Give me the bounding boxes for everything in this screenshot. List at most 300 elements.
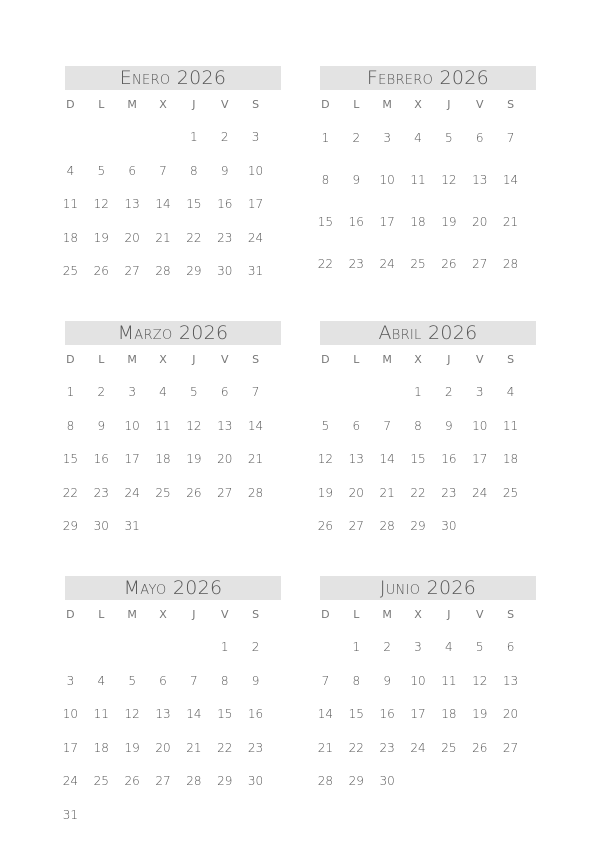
day-cell: 25 <box>93 774 109 789</box>
day-cell: 22 <box>62 485 79 500</box>
weekday-label: L <box>353 608 360 621</box>
day-cell: 16 <box>348 215 364 229</box>
day-cell: 15 <box>217 707 233 722</box>
weekday-label: D <box>66 98 75 111</box>
week-row <box>65 665 281 699</box>
weekday-label: M <box>382 98 392 111</box>
day-cell: 18 <box>62 230 79 245</box>
day-cell: 25 <box>155 485 171 500</box>
day-cell: 1 <box>321 131 330 145</box>
empty-day-cell <box>178 631 209 665</box>
day-cell: 26 <box>186 485 202 500</box>
weekday-header-row <box>320 94 536 116</box>
day-cell: 19 <box>93 230 109 245</box>
day-cell: 16 <box>379 707 395 722</box>
day-cell: 9 <box>97 418 106 433</box>
week-row <box>317 698 536 732</box>
empty-day-cell <box>178 510 209 544</box>
day-cell: 22 <box>186 230 202 245</box>
weekday-label: D <box>321 353 330 366</box>
week-row <box>62 255 281 289</box>
day-cell: 20 <box>217 452 233 467</box>
week-row <box>65 631 281 665</box>
day-cell: 7 <box>383 418 391 433</box>
empty-day-cell <box>117 799 148 833</box>
day-cell: 9 <box>251 673 260 688</box>
day-cell: 3 <box>66 673 75 688</box>
month-days-grid <box>317 376 536 544</box>
week-row <box>317 765 536 799</box>
weekday-label: J <box>447 608 451 621</box>
day-cell: 14 <box>186 707 202 722</box>
weekday-label: M <box>127 98 137 111</box>
day-cell: 16 <box>217 197 233 212</box>
day-cell: 24 <box>124 485 140 500</box>
month-calendar <box>62 321 281 544</box>
week-row <box>65 376 281 410</box>
day-cell: 2 <box>352 131 361 145</box>
day-cell: 17 <box>472 452 488 467</box>
day-cell: 17 <box>62 740 79 755</box>
day-cell: 15 <box>186 197 202 212</box>
day-cell: 10 <box>124 418 140 433</box>
empty-day-cell <box>86 799 117 833</box>
weekday-label: X <box>414 608 422 621</box>
empty-day-cell <box>86 631 117 665</box>
day-cell: 8 <box>321 173 330 187</box>
month-days-grid <box>62 631 281 832</box>
day-cell: 2 <box>220 130 229 145</box>
empty-day-cell <box>148 121 179 155</box>
day-cell: 23 <box>441 485 457 500</box>
week-row <box>62 765 281 799</box>
week-row <box>62 477 281 511</box>
day-cell: 31 <box>62 807 79 822</box>
day-cell: 14 <box>247 418 264 433</box>
empty-day-cell <box>403 765 434 799</box>
day-cell: 2 <box>383 640 391 655</box>
day-cell: 3 <box>251 130 260 145</box>
month-title: Marzo 2026 <box>65 321 281 345</box>
weekday-label: J <box>447 353 451 366</box>
day-cell: 13 <box>502 673 519 688</box>
empty-day-cell <box>209 799 240 833</box>
day-cell: 22 <box>217 740 233 755</box>
day-cell: 20 <box>124 230 140 245</box>
day-cell: 1 <box>352 640 361 655</box>
weekday-label: V <box>220 353 229 366</box>
month-calendar <box>317 576 536 799</box>
weekday-label: S <box>252 608 260 621</box>
weekday-label: V <box>475 608 484 621</box>
day-cell: 14 <box>502 173 519 187</box>
day-cell: 19 <box>317 485 334 500</box>
day-cell: 20 <box>348 485 364 500</box>
day-cell: 6 <box>159 673 167 688</box>
day-cell: 7 <box>190 673 198 688</box>
day-cell: 15 <box>62 452 79 467</box>
day-cell: 3 <box>383 131 391 145</box>
day-cell: 5 <box>97 163 106 178</box>
day-cell: 25 <box>62 264 79 279</box>
day-cell: 13 <box>124 197 140 212</box>
day-cell: 14 <box>379 452 395 467</box>
week-row <box>62 698 281 732</box>
day-cell: 14 <box>155 197 171 212</box>
day-cell: 19 <box>472 707 488 722</box>
day-cell: 10 <box>62 707 79 722</box>
day-cell: 22 <box>317 257 334 271</box>
weekday-label: D <box>66 353 75 366</box>
week-row <box>62 799 281 833</box>
month-days-grid <box>317 631 536 799</box>
day-cell: 17 <box>247 197 264 212</box>
day-cell: 4 <box>97 673 106 688</box>
weekday-label: X <box>159 608 167 621</box>
weekday-header-row <box>65 604 281 626</box>
day-cell: 3 <box>414 640 422 655</box>
day-cell: 6 <box>506 640 515 655</box>
day-cell: 28 <box>186 774 202 789</box>
weekday-label: L <box>353 353 360 366</box>
weekday-header-row <box>65 94 281 116</box>
week-row <box>320 631 536 665</box>
day-cell: 18 <box>155 452 171 467</box>
empty-day-cell <box>209 510 240 544</box>
month-calendar <box>62 576 281 832</box>
empty-day-cell <box>433 765 464 799</box>
month-days-grid <box>317 117 536 285</box>
day-cell: 5 <box>190 385 198 400</box>
day-cell: 1 <box>220 640 229 655</box>
week-row <box>317 477 536 511</box>
day-cell: 4 <box>414 131 422 145</box>
day-cell: 24 <box>247 230 264 245</box>
weekday-label: V <box>220 608 229 621</box>
weekday-label: S <box>507 353 515 366</box>
day-cell: 12 <box>317 452 334 467</box>
day-cell: 12 <box>186 418 202 433</box>
day-cell: 15 <box>410 452 426 467</box>
day-cell: 23 <box>348 257 364 271</box>
day-cell: 4 <box>159 385 167 400</box>
day-cell: 27 <box>348 519 364 534</box>
week-row <box>320 159 536 201</box>
empty-day-cell <box>148 799 179 833</box>
day-cell: 12 <box>93 197 109 212</box>
day-cell: 16 <box>93 452 109 467</box>
day-cell: 6 <box>475 131 484 145</box>
week-row <box>62 510 281 544</box>
day-cell: 4 <box>445 640 453 655</box>
day-cell: 30 <box>379 774 395 789</box>
day-cell: 9 <box>383 673 391 688</box>
weekday-label: V <box>475 353 484 366</box>
month-title: Abril 2026 <box>320 321 536 345</box>
weekday-label: S <box>252 353 260 366</box>
empty-day-cell <box>495 510 526 544</box>
week-row <box>317 243 536 285</box>
weekday-label: X <box>159 353 167 366</box>
day-cell: 20 <box>472 215 488 229</box>
day-cell: 27 <box>502 740 519 755</box>
day-cell: 28 <box>317 774 334 789</box>
empty-day-cell <box>55 121 86 155</box>
day-cell: 6 <box>128 163 136 178</box>
day-cell: 30 <box>93 519 109 534</box>
week-row <box>320 376 536 410</box>
empty-day-cell <box>240 799 271 833</box>
day-cell: 11 <box>410 173 426 187</box>
week-row <box>317 443 536 477</box>
weekday-label: D <box>66 608 75 621</box>
week-row <box>65 121 281 155</box>
empty-day-cell <box>55 631 86 665</box>
weekday-label: X <box>159 98 167 111</box>
day-cell: 10 <box>472 418 488 433</box>
day-cell: 24 <box>379 257 395 271</box>
weekday-label: X <box>414 98 422 111</box>
weekday-label: X <box>414 353 422 366</box>
day-cell: 21 <box>247 452 264 467</box>
day-cell: 1 <box>414 385 422 400</box>
day-cell: 14 <box>317 707 334 722</box>
day-cell: 8 <box>352 673 361 688</box>
week-row <box>65 155 281 189</box>
day-cell: 2 <box>251 640 260 655</box>
day-cell: 10 <box>379 173 395 187</box>
empty-day-cell <box>86 121 117 155</box>
week-row <box>320 410 536 444</box>
weekday-label: V <box>475 98 484 111</box>
empty-day-cell <box>372 376 403 410</box>
day-cell: 27 <box>124 264 140 279</box>
day-cell: 17 <box>410 707 426 722</box>
day-cell: 8 <box>66 418 75 433</box>
day-cell: 25 <box>502 485 519 500</box>
month-title: Mayo 2026 <box>65 576 281 600</box>
weekday-label: M <box>127 608 137 621</box>
day-cell: 28 <box>502 257 519 271</box>
weekday-label: J <box>192 98 196 111</box>
empty-day-cell <box>310 376 341 410</box>
day-cell: 28 <box>379 519 395 534</box>
weekday-label: S <box>507 98 515 111</box>
day-cell: 13 <box>155 707 171 722</box>
day-cell: 23 <box>217 230 233 245</box>
weekday-label: M <box>382 353 392 366</box>
weekday-label: M <box>127 353 137 366</box>
week-row <box>65 410 281 444</box>
day-cell: 19 <box>124 740 140 755</box>
week-row <box>317 201 536 243</box>
day-cell: 24 <box>410 740 426 755</box>
day-cell: 2 <box>97 385 106 400</box>
weekday-label: D <box>321 608 330 621</box>
weekday-header-row <box>320 604 536 626</box>
day-cell: 7 <box>321 673 330 688</box>
week-row <box>62 188 281 222</box>
empty-day-cell <box>240 510 271 544</box>
day-cell: 13 <box>217 418 233 433</box>
day-cell: 21 <box>502 215 519 229</box>
week-row <box>317 732 536 766</box>
day-cell: 11 <box>502 418 519 433</box>
day-cell: 23 <box>379 740 395 755</box>
week-row <box>320 117 536 159</box>
weekday-label: M <box>382 608 392 621</box>
day-cell: 29 <box>217 774 233 789</box>
empty-day-cell <box>117 631 148 665</box>
day-cell: 18 <box>502 452 519 467</box>
day-cell: 21 <box>186 740 202 755</box>
day-cell: 27 <box>155 774 171 789</box>
day-cell: 6 <box>220 385 229 400</box>
day-cell: 29 <box>186 264 202 279</box>
day-cell: 19 <box>186 452 202 467</box>
day-cell: 7 <box>159 163 167 178</box>
day-cell: 25 <box>441 740 457 755</box>
day-cell: 9 <box>445 418 453 433</box>
day-cell: 16 <box>441 452 457 467</box>
weekday-label: L <box>98 353 105 366</box>
day-cell: 26 <box>472 740 488 755</box>
day-cell: 7 <box>506 131 515 145</box>
empty-day-cell <box>310 631 341 665</box>
weekday-label: J <box>192 353 196 366</box>
day-cell: 26 <box>441 257 457 271</box>
day-cell: 8 <box>414 418 422 433</box>
day-cell: 18 <box>93 740 109 755</box>
weekday-header-row <box>320 349 536 371</box>
day-cell: 28 <box>155 264 171 279</box>
day-cell: 16 <box>247 707 264 722</box>
week-row <box>62 222 281 256</box>
day-cell: 21 <box>155 230 171 245</box>
empty-day-cell <box>178 799 209 833</box>
day-cell: 18 <box>410 215 426 229</box>
day-cell: 12 <box>124 707 140 722</box>
day-cell: 7 <box>251 385 260 400</box>
day-cell: 13 <box>472 173 488 187</box>
day-cell: 22 <box>348 740 364 755</box>
week-row <box>62 443 281 477</box>
month-days-grid <box>62 121 281 289</box>
empty-day-cell <box>495 765 526 799</box>
weekday-label: D <box>321 98 330 111</box>
month-title: Febrero 2026 <box>320 66 536 90</box>
day-cell: 12 <box>441 173 457 187</box>
day-cell: 20 <box>155 740 171 755</box>
weekday-label: S <box>507 608 515 621</box>
day-cell: 9 <box>220 163 229 178</box>
weekday-label: L <box>98 608 105 621</box>
day-cell: 6 <box>352 418 361 433</box>
day-cell: 11 <box>441 673 457 688</box>
day-cell: 26 <box>317 519 334 534</box>
day-cell: 5 <box>128 673 136 688</box>
day-cell: 3 <box>128 385 136 400</box>
day-cell: 22 <box>410 485 426 500</box>
weekday-header-row <box>65 349 281 371</box>
day-cell: 29 <box>410 519 426 534</box>
day-cell: 28 <box>247 485 264 500</box>
week-row <box>317 510 536 544</box>
empty-day-cell <box>464 765 495 799</box>
day-cell: 10 <box>247 163 264 178</box>
month-days-grid <box>62 376 281 544</box>
day-cell: 17 <box>124 452 140 467</box>
day-cell: 1 <box>66 385 75 400</box>
day-cell: 15 <box>348 707 364 722</box>
day-cell: 24 <box>62 774 79 789</box>
weekday-label: S <box>252 98 260 111</box>
day-cell: 24 <box>472 485 488 500</box>
day-cell: 19 <box>441 215 457 229</box>
day-cell: 27 <box>472 257 488 271</box>
empty-day-cell <box>464 510 495 544</box>
day-cell: 31 <box>247 264 264 279</box>
day-cell: 12 <box>472 673 488 688</box>
day-cell: 30 <box>441 519 457 534</box>
week-row <box>62 732 281 766</box>
weekday-label: V <box>220 98 229 111</box>
weekday-label: L <box>353 98 360 111</box>
day-cell: 2 <box>445 385 453 400</box>
day-cell: 30 <box>217 264 233 279</box>
weekday-label: L <box>98 98 105 111</box>
day-cell: 8 <box>220 673 229 688</box>
day-cell: 31 <box>124 519 140 534</box>
weekday-label: J <box>447 98 451 111</box>
month-calendar <box>62 66 281 289</box>
day-cell: 21 <box>317 740 334 755</box>
day-cell: 13 <box>348 452 364 467</box>
day-cell: 23 <box>93 485 109 500</box>
day-cell: 8 <box>190 163 198 178</box>
day-cell: 4 <box>506 385 515 400</box>
day-cell: 30 <box>247 774 264 789</box>
weekday-label: J <box>192 608 196 621</box>
day-cell: 29 <box>62 519 79 534</box>
day-cell: 18 <box>441 707 457 722</box>
month-calendar <box>317 321 536 544</box>
day-cell: 21 <box>379 485 395 500</box>
month-title: Junio 2026 <box>320 576 536 600</box>
day-cell: 5 <box>321 418 330 433</box>
empty-day-cell <box>117 121 148 155</box>
day-cell: 15 <box>317 215 334 229</box>
empty-day-cell <box>148 631 179 665</box>
empty-day-cell <box>148 510 179 544</box>
day-cell: 29 <box>348 774 364 789</box>
day-cell: 1 <box>190 130 198 145</box>
day-cell: 10 <box>410 673 426 688</box>
day-cell: 11 <box>62 197 79 212</box>
day-cell: 4 <box>66 163 75 178</box>
day-cell: 20 <box>502 707 519 722</box>
day-cell: 5 <box>445 131 453 145</box>
month-calendar <box>317 66 536 285</box>
day-cell: 5 <box>475 640 484 655</box>
month-title: Enero 2026 <box>65 66 281 90</box>
day-cell: 3 <box>475 385 484 400</box>
day-cell: 27 <box>217 485 233 500</box>
day-cell: 9 <box>352 173 361 187</box>
day-cell: 23 <box>247 740 264 755</box>
day-cell: 17 <box>379 215 395 229</box>
day-cell: 11 <box>93 707 109 722</box>
